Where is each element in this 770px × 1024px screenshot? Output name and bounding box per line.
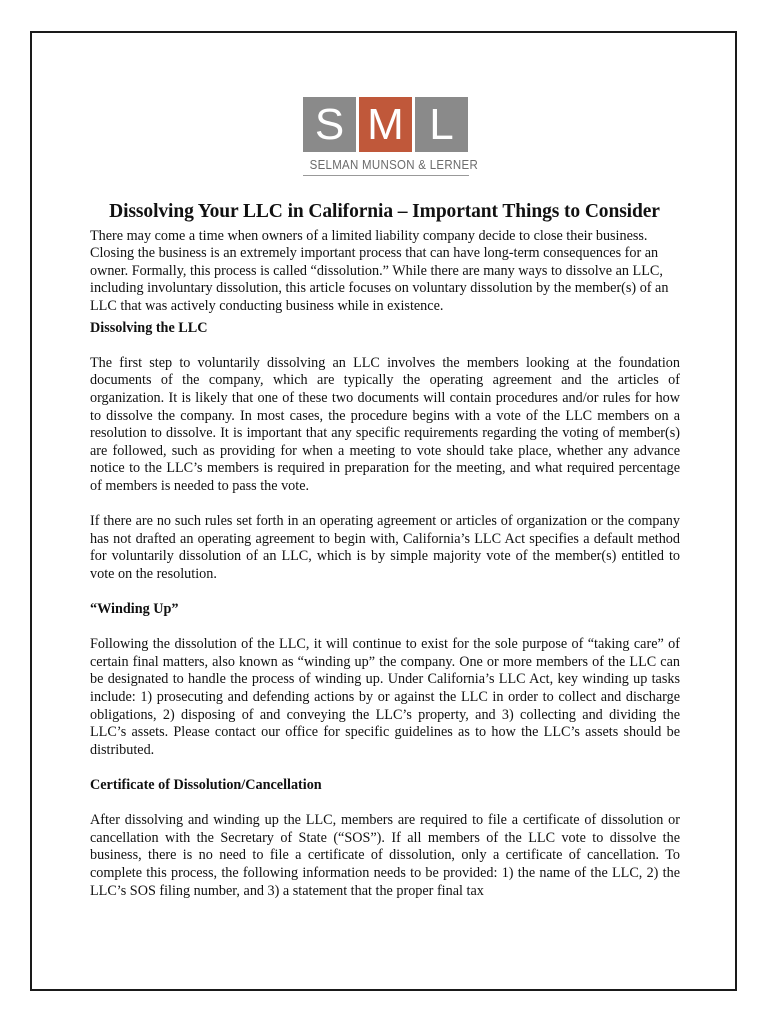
logo-letter-s: S bbox=[303, 97, 356, 152]
section-dissolving-paragraph-1: The first step to voluntarily dissolving an LLC involves the members looking at the foundation documents of the company, which are typically the operating agreement and the articles of organization. It is likely that one of these two documents will contain procedures and/or rules for how to dissolve the company. In most cases, the procedure begins with a vote of the LLC members on a resolution to dissolve. It is important that any specific requirements regarding the voting of member(s) are followed, such as providing for when a meeting to vote should take place, whether any advance notice to the LLC’s members is required in preparation for the meeting, and what required percentage of members is needed to pass the vote. bbox=[90, 354, 680, 494]
section-heading-certificate: Certificate of Dissolution/Cancellation bbox=[90, 777, 322, 793]
logo-firm-name: SELMAN MUNSON & LERNER bbox=[309, 158, 479, 172]
section-heading-dissolving: Dissolving the LLC bbox=[90, 319, 208, 336]
logo-underline bbox=[303, 175, 469, 176]
logo-letter-m: M bbox=[359, 97, 412, 152]
document-title: Dissolving Your LLC in California – Important Things to Consider bbox=[109, 201, 660, 222]
document-body bbox=[90, 200, 680, 900]
section-dissolving-paragraph-2: If there are no such rules set forth in an operating agreement or articles of organization or the company has not drafted an operating agreement to begin with, California’s LLC Act specifies a default method for voluntarily dissolution of an LLC, which is by simple majority vote of the member(s) entitled to vote on the resolution. bbox=[90, 513, 680, 582]
section-heading-winding-up: “Winding Up” bbox=[90, 601, 179, 618]
section-winding-up-paragraph: Following the dissolution of the LLC, it will continue to exist for the sole purpose of “taking care” of certain final matters, also known as “winding up” the company. One or more members of the LLC can be designated to handle the process of winding up. Under California’s LLC Act, key winding up tasks include: 1) prosecuting and defending actions by or against the LLC in order to collect and discharge obligations, 2) disposing of and conveying the LLC’s property, and 3) collecting and dividing the LLC’s assets. Please contact our office for specific guidelines as to how the LLC’s assets should be distributed. bbox=[90, 636, 680, 758]
logo-letter-l: L bbox=[415, 97, 468, 152]
intro-paragraph: There may come a time when owners of a limited liability company decide to close their business. Closing the business is an extremely important process that can have long-term consequences for an owner. Formally, this process is called “dissolution.” While there are many ways to dissolve an LLC, including involuntary dissolution, this article focuses on voluntary dissolution by the member(s) of an LLC that was actively conducting business while in existence. bbox=[90, 227, 669, 314]
section-certificate-paragraph: After dissolving and winding up the LLC, members are required to file a certificate of dissolution or cancellation with the Secretary of State (“SOS”). If all members of the LLC vote to dissolve the business, there is no need to file a certificate of dissolution, only a certificate of cancellation. To complete this process, the following information needs to be provided: 1) the name of the LLC, 2) the LLC’s SOS filing number, and 3) a statement that the proper final tax bbox=[90, 812, 680, 899]
logo-mark bbox=[303, 97, 469, 152]
firm-logo bbox=[303, 97, 479, 179]
